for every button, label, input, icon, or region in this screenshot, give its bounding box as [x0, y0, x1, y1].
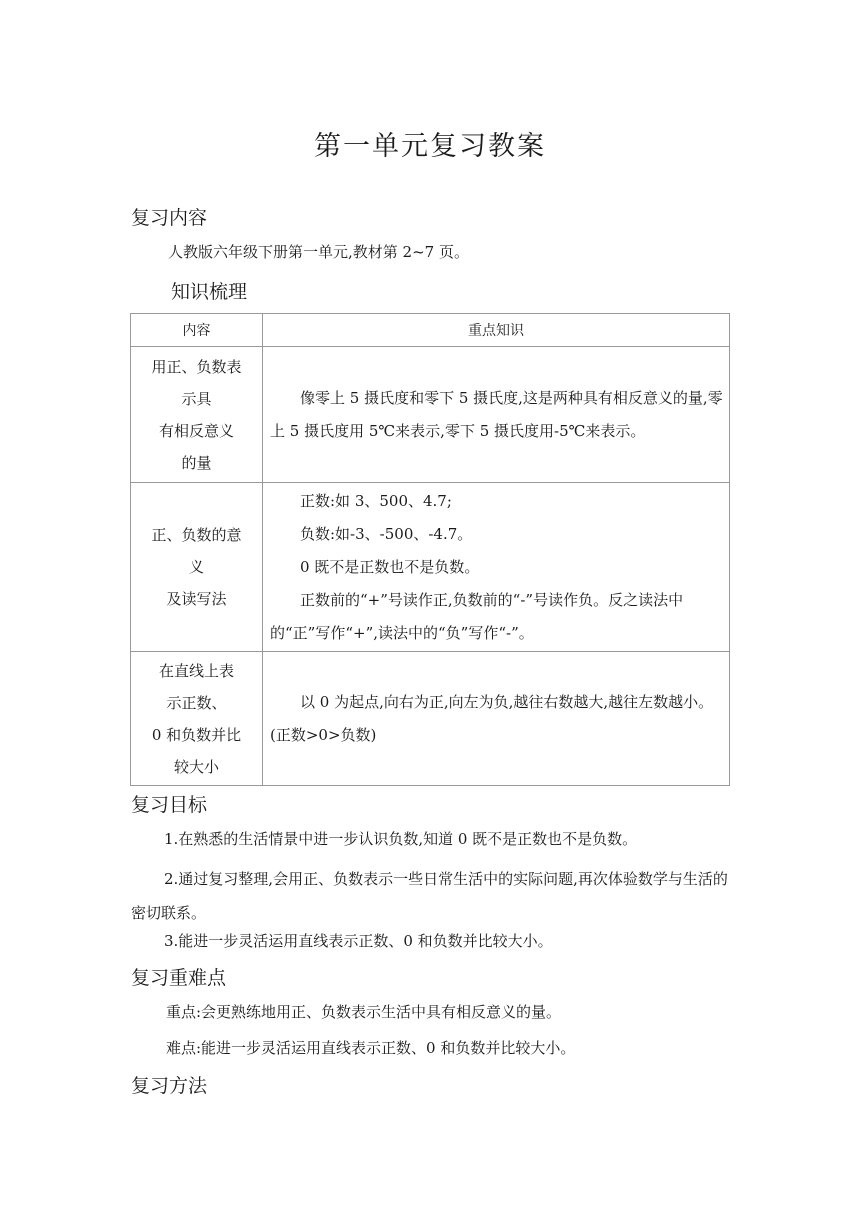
difficult-point: 难点:能进一步灵活运用直线表示正数、0 和负数并比较大小。 — [166, 1039, 576, 1057]
row-label-line: 在直线上表 — [158, 661, 234, 680]
row-label-line: 0 和负数并比 — [151, 725, 242, 744]
table-header-keypoints: 重点知识 — [263, 314, 730, 347]
row-label-line: 义 — [188, 558, 204, 576]
row-body — [263, 347, 730, 483]
table-row — [131, 347, 730, 483]
row-label-line: 较大小 — [173, 757, 219, 776]
row-label — [131, 652, 263, 786]
row-label-line: 用正、负数表 — [151, 357, 242, 376]
row-label-line: 正、负数的意 — [151, 526, 242, 544]
knowledge-table — [130, 313, 730, 786]
row-body-line: 正数前的“+”号读作正,负数前的“-”号读作负。反之读法中的“正”写作“+”,读法中的“负”写作“-”。 — [270, 590, 684, 642]
table-row — [131, 652, 730, 786]
document-title: 第一单元复习教案 — [314, 131, 546, 162]
heading-review-content: 复习内容 — [131, 207, 208, 229]
goal-item: 2.通过复习整理,会用正、负数表示一些日常生活中的实际问题,再次体验数学与生活的密切联系。 — [131, 870, 728, 922]
heading-review-goals: 复习目标 — [131, 794, 208, 816]
goal-item: 1.在熟悉的生活情景中进一步认识负数,知道 0 既不是正数也不是负数。 — [164, 830, 638, 848]
heading-knowledge: 知识梳理 — [171, 281, 248, 303]
row-label — [131, 347, 263, 483]
review-content-text: 人教版六年级下册第一单元,教材第 2~7 页。 — [168, 243, 469, 261]
row-label-line: 示具 — [181, 389, 212, 408]
table-header-row — [131, 314, 730, 347]
row-label-line: 及读写法 — [166, 590, 227, 608]
row-label — [131, 483, 263, 652]
row-label-line: 的量 — [181, 453, 212, 472]
row-label-line: 有相反意义 — [158, 421, 234, 440]
row-label-line: 示正数、 — [166, 693, 227, 712]
row-body-line: 正数:如 3、500、4.7; — [300, 491, 452, 510]
heading-review-method: 复习方法 — [131, 1075, 208, 1097]
table-row — [131, 483, 730, 652]
row-body-line: 以 0 为起点,向右为正,向左为负,越往右数越大,越往左数越小。(正数>0>负数) — [270, 692, 714, 744]
row-body-line: 像零上 5 摄氏度和零下 5 摄氏度,这是两种具有相反意义的量,零上 5 摄氏度用 5℃来表示,零下 5 摄氏度用-5℃来表示。 — [270, 388, 723, 440]
row-body-line: 负数:如-3、-500、-4.7。 — [300, 524, 473, 543]
goal-item: 3.能进一步灵活运用直线表示正数、0 和负数并比较大小。 — [164, 932, 553, 950]
table-header-content: 内容 — [131, 314, 263, 347]
key-point: 重点:会更熟练地用正、负数表示生活中具有相反意义的量。 — [166, 1003, 562, 1021]
row-body — [263, 483, 730, 652]
heading-key-difficult-points: 复习重难点 — [131, 967, 227, 989]
row-body-line: 0 既不是正数也不是负数。 — [300, 557, 480, 576]
row-body — [263, 652, 730, 786]
